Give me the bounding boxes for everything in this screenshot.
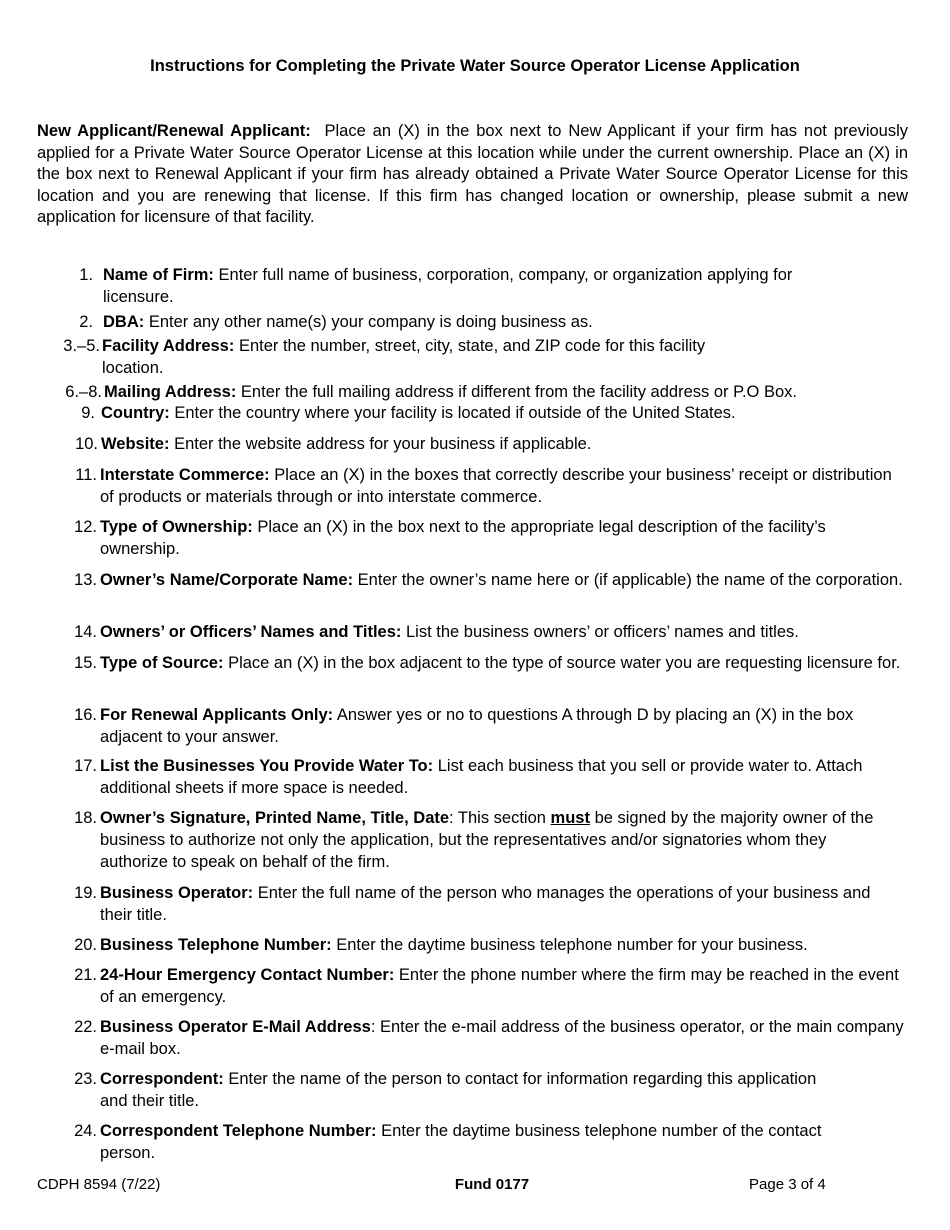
item-number: 17. (74, 757, 97, 775)
item-number: 24. (74, 1122, 97, 1140)
item-number: 19. (74, 884, 97, 902)
item-number: 11. (75, 466, 97, 484)
list-item (74, 882, 880, 926)
form-id: CDPH 8594 (7/22) (37, 1176, 161, 1193)
item-text: Enter the daytime business telephone number for your business. (336, 936, 808, 954)
item-text: Place an (X) in the box next to the appropriate legal description of the facility’s ownership. (100, 518, 826, 558)
item-text: List each business that you sell or provide water to. Attach additional sheets if more space is needed. (100, 757, 863, 797)
item-number: 6.–8. (65, 383, 102, 401)
item-label: Owner’s Name/Corporate Name: (100, 571, 354, 589)
item-text: Enter the owner’s name here or (if applicable) the name of the corporation. (357, 571, 903, 589)
item-label: DBA: (103, 313, 145, 331)
item-text: Place an (X) in the box adjacent to the type of source water you are requesting licensure for. (228, 654, 901, 672)
list-item (74, 1016, 908, 1060)
item-text: Enter the country where your facility is located if outside of the United States. (174, 404, 736, 422)
list-item (74, 964, 908, 1008)
list-item (74, 704, 908, 748)
item-label: Correspondent Telephone Number: (100, 1122, 377, 1140)
item-text: Enter the daytime business telephone number of the contact person. (100, 1122, 822, 1162)
item-label: Business Operator E-Mail Address (100, 1018, 371, 1036)
item-number: 20. (74, 936, 97, 954)
item-text-before: : This section (449, 809, 546, 827)
page-title: Instructions for Completing the Private Water Source Operator License Application (150, 57, 800, 75)
list-item (74, 755, 908, 799)
list-item (74, 1120, 880, 1164)
intro-label: New Applicant/Renewal Applicant: (37, 122, 311, 140)
item-text: Enter the phone number where the firm may be reached in the event of an emergency. (100, 966, 899, 1006)
item-text: Enter full name of business, corporation, company, or organization applying for licensure. (103, 266, 793, 306)
item-text: Enter any other name(s) your company is doing business as. (148, 313, 593, 331)
list-item (65, 381, 904, 403)
item-label: List the Businesses You Provide Water To: (100, 757, 434, 775)
list-item (79, 311, 903, 333)
item-label: 24-Hour Emergency Contact Number: (100, 966, 395, 984)
item-number: 10. (75, 435, 98, 453)
list-item (75, 433, 906, 455)
item-text: Place an (X) in the boxes that correctly describe your business’ receipt or distribution of products or materials through or into interstate commerce. (100, 466, 892, 506)
item-number: 18. (74, 809, 97, 827)
item-label: Business Telephone Number: (100, 936, 332, 954)
list-item (81, 402, 906, 424)
item-text: : Enter the e-mail address of the business operator, or the main company e-mail box. (100, 1018, 904, 1058)
item-label: Interstate Commerce: (100, 466, 270, 484)
item-label: Type of Source: (100, 654, 224, 672)
item-text: Enter the website address for your business if applicable. (174, 435, 592, 453)
item-label: For Renewal Applicants Only: (100, 706, 334, 724)
intro-text: Place an (X) in the box next to New Applicant if your firm has not previously applied for a Private Water Source Operator License at this location while under the current ownership. Place an (X) in the box next to Renewal Applicant if your firm has already obtained a Private Water Source Operator License for this location and you are renewing that license. If this firm has changed location or ownership, please submit a new application for licensure of that facility. (37, 122, 908, 226)
list-item (74, 652, 908, 674)
intro-paragraph (37, 121, 908, 229)
item-text: Enter the full mailing address if different from the facility address or P.O Box. (240, 383, 797, 401)
item-number: 16. (74, 706, 97, 724)
item-text: be signed by the majority owner of the business to authorize not only the application, but the representatives and/or signatories whom they authorize to speak on behalf of the firm. (100, 809, 874, 871)
item-label: Name of Firm: (103, 266, 214, 284)
item-text: List the business owners’ or officers’ names and titles. (406, 623, 799, 641)
list-item (74, 807, 890, 873)
list-item (75, 464, 906, 508)
page-number: Page 3 of 4 (749, 1176, 826, 1193)
item-number: 21. (74, 966, 97, 984)
list-item (79, 264, 863, 308)
item-number: 3.–5. (63, 337, 100, 355)
item-number: 23. (74, 1070, 97, 1088)
item-number: 1. (79, 266, 93, 284)
item-label: Business Operator: (100, 884, 254, 902)
item-label: Website: (101, 435, 170, 453)
item-text: Enter the number, street, city, state, and ZIP code for this facility location. (102, 337, 706, 377)
list-item (74, 569, 908, 591)
item-label: Mailing Address: (104, 383, 237, 401)
item-number: 9. (81, 404, 95, 422)
item-label: Facility Address: (102, 337, 235, 355)
item-number: 2. (79, 313, 93, 331)
item-number: 12. (74, 518, 97, 536)
list-item (74, 934, 908, 956)
list-item (74, 1068, 840, 1112)
item-label: Type of Ownership: (100, 518, 253, 536)
item-text: Enter the full name of the person who manages the operations of your business and their title. (100, 884, 871, 924)
list-item (63, 335, 727, 379)
item-text: Enter the name of the person to contact for information regarding this application and their title. (100, 1070, 817, 1110)
item-number: 22. (74, 1018, 97, 1036)
item-label: Owner’s Signature, Printed Name, Title, Date (100, 809, 450, 827)
item-number: 14. (74, 623, 97, 641)
list-item (74, 516, 870, 560)
item-label: Owners’ or Officers’ Names and Titles: (100, 623, 402, 641)
fund-number: Fund 0177 (454, 1176, 530, 1193)
item-number: 15. (74, 654, 97, 672)
must-emphasis: must (550, 809, 590, 827)
list-item (74, 621, 908, 643)
item-number: 13. (74, 571, 97, 589)
item-label: Country: (101, 404, 170, 422)
item-label: Correspondent: (100, 1070, 224, 1088)
item-text: Answer yes or no to questions A through D by placing an (X) in the box adjacent to your answer. (100, 706, 854, 746)
